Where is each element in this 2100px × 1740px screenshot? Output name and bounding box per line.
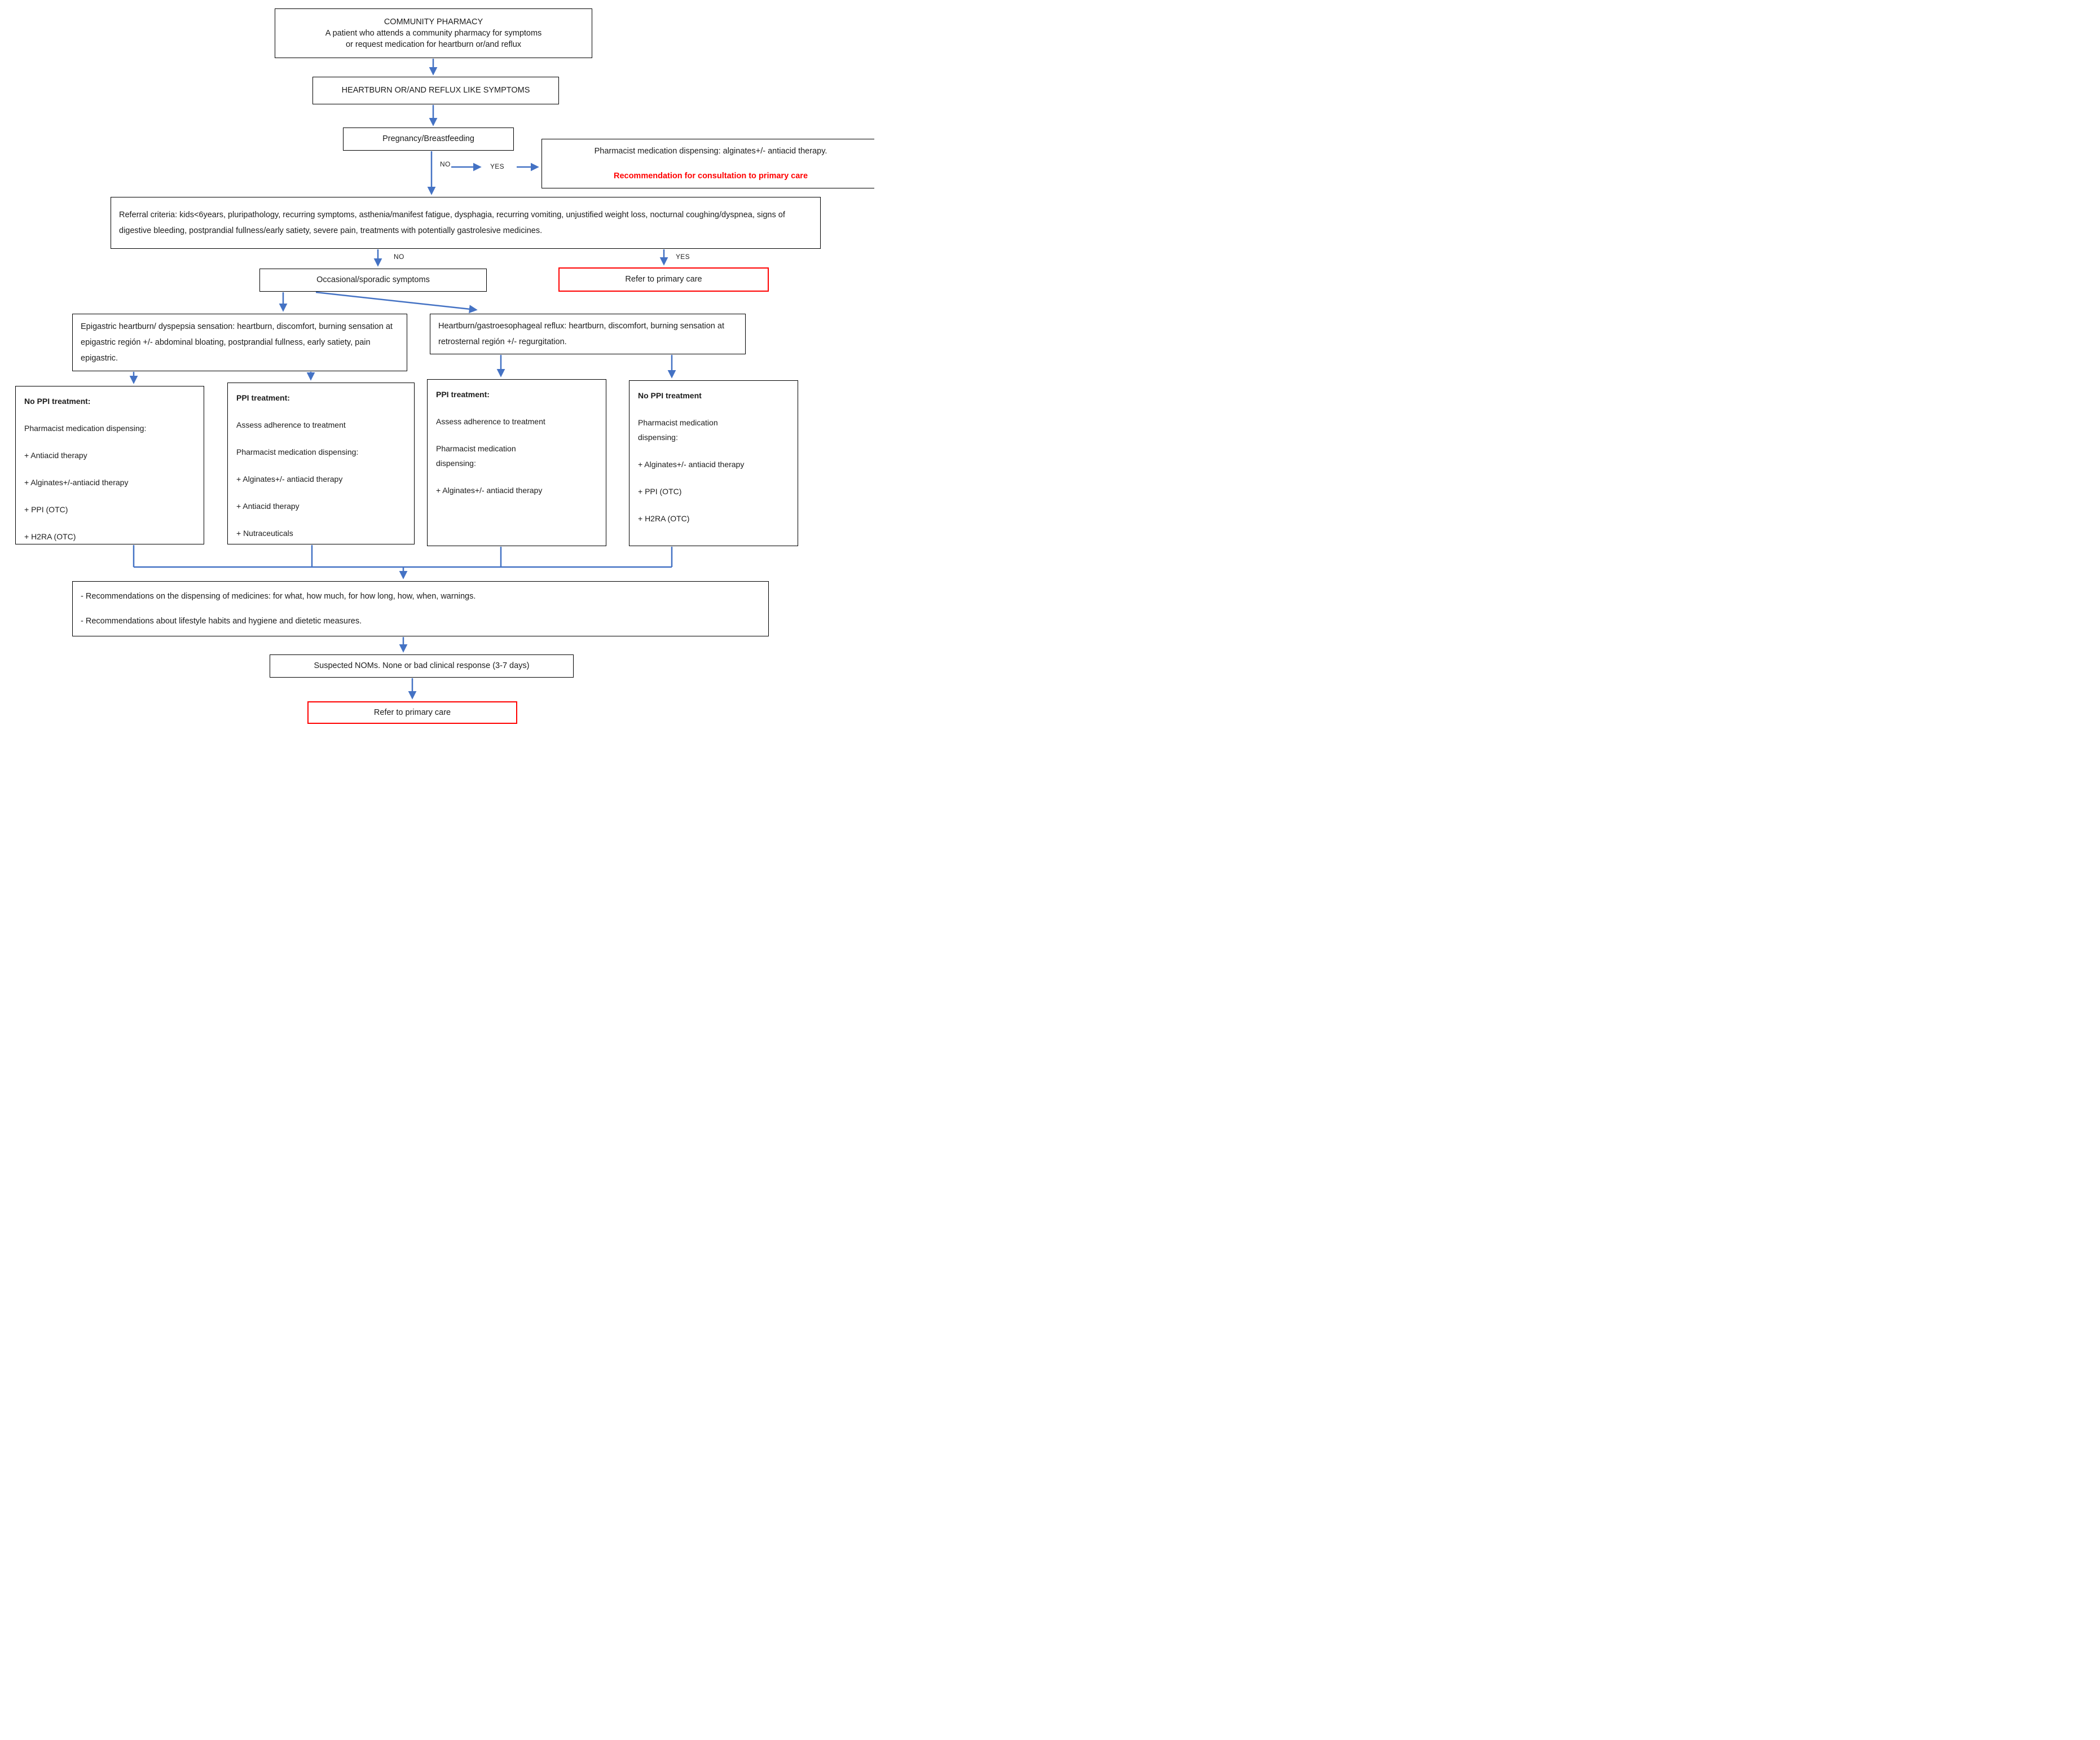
no-ppi-left-line: + Alginates+/-antiacid therapy — [24, 478, 129, 487]
refer-primary-care-top-label: Refer to primary care — [625, 275, 702, 284]
ppi-right-line: Pharmacist medication dispensing: — [436, 444, 516, 468]
pharmacist-dispensing-recommendation: Recommendation for consultation to primary care — [613, 172, 808, 181]
recommendations-line2: - Recommendations about lifestyle habits and hygiene and dietetic measures. — [81, 617, 362, 626]
ppi-left-line: + Alginates+/- antiacid therapy — [236, 474, 343, 484]
node-recommendations — [72, 581, 769, 636]
label-pregnancy-yes: YES — [490, 162, 504, 170]
node-occasional-symptoms — [259, 269, 487, 292]
ppi-left-line: + Antiacid therapy — [236, 502, 300, 511]
community-pharmacy-line2: or request medication for heartburn or/and reflux — [345, 40, 522, 50]
label-referral-yes: YES — [676, 253, 690, 261]
community-pharmacy-line1: A patient who attends a community pharmacy for symptoms — [325, 28, 542, 38]
ppi-right-title: PPI treatment: — [436, 390, 490, 399]
ppi-left-line: Pharmacist medication dispensing: — [236, 447, 359, 456]
node-referral-criteria — [111, 197, 821, 249]
occasional-symptoms-label: Occasional/sporadic symptoms — [316, 275, 430, 285]
node-suspected-noms — [270, 654, 574, 678]
ppi-left-title: PPI treatment: — [236, 393, 290, 402]
node-pregnancy-breastfeeding — [343, 128, 514, 151]
pharmacist-dispensing-line1: Pharmacist medication dispensing: alginates+/- antiacid therapy. — [594, 146, 827, 156]
pregnancy-label: Pregnancy/Breastfeeding — [382, 134, 474, 144]
no-ppi-left-line: + Antiacid therapy — [24, 451, 87, 460]
node-ppi-left — [227, 383, 415, 544]
no-ppi-left-line: + PPI (OTC) — [24, 505, 68, 514]
no-ppi-right-line: + PPI (OTC) — [638, 487, 682, 496]
epigastric-text: Epigastric heartburn/ dyspepsia sensation: heartburn, discomfort, burning sensation at epigastric región +/- abdominal bloating, postprandial fullness, early satiety, pain epigastric. — [81, 322, 393, 363]
ppi-right-line: Assess adherence to treatment — [436, 417, 545, 426]
flowchart-canvas — [0, 0, 874, 739]
heartburn-symptoms-label: HEARTBURN OR/AND REFLUX LIKE SYMPTOMS — [341, 86, 530, 95]
node-refer-primary-care-top — [558, 267, 769, 292]
no-ppi-right-line: + Alginates+/- antiacid therapy — [638, 460, 745, 469]
ppi-right-line: + Alginates+/- antiacid therapy — [436, 486, 543, 495]
no-ppi-right-line: Pharmacist medication dispensing: — [638, 418, 718, 442]
no-ppi-left-line: + H2RA (OTC) — [24, 532, 76, 541]
no-ppi-left-line: Pharmacist medication dispensing: — [24, 424, 147, 433]
node-no-ppi-right — [629, 380, 798, 546]
ppi-left-line: Assess adherence to treatment — [236, 420, 346, 429]
label-pregnancy-no: NO — [440, 160, 451, 168]
arrow-to-reflux — [316, 292, 476, 310]
no-ppi-left-title: No PPI treatment: — [24, 397, 91, 406]
node-no-ppi-left — [15, 386, 204, 544]
node-epigastric-dyspepsia — [72, 314, 407, 371]
refer-primary-care-bottom-label: Refer to primary care — [373, 708, 451, 717]
gastro-reflux-text: Heartburn/gastroesophageal reflux: heartburn, discomfort, burning sensation at retrosternal región +/- regurgitation. — [438, 322, 724, 346]
no-ppi-right-title: No PPI treatment — [638, 391, 702, 400]
node-gastroesophageal-reflux — [430, 314, 746, 354]
node-community-pharmacy — [275, 8, 592, 58]
no-ppi-right-line: + H2RA (OTC) — [638, 514, 690, 523]
label-referral-no: NO — [394, 253, 404, 261]
node-pharmacist-dispensing — [541, 139, 874, 188]
node-heartburn-symptoms — [312, 77, 559, 104]
node-ppi-right — [427, 379, 606, 546]
referral-criteria-text: Referral criteria: kids<6years, pluripathology, recurring symptoms, asthenia/manifest fatigue, dysphagia, recurring vomiting, unjustified weight loss, nocturnal coughing/dyspnea, signs of digestive bleeding, postprandial fullness/early satiety, severe pain, treatments with potentially gastrolesive medicines. — [119, 210, 785, 235]
recommendations-line1: - Recommendations on the dispensing of medicines: for what, how much, for how long, how, when, warnings. — [81, 591, 476, 601]
node-refer-primary-care-bottom — [307, 701, 517, 724]
community-pharmacy-title: COMMUNITY PHARMACY — [384, 17, 483, 27]
suspected-noms-label: Suspected NOMs. None or bad clinical response (3-7 days) — [314, 661, 530, 671]
ppi-left-line: + Nutraceuticals — [236, 529, 293, 538]
